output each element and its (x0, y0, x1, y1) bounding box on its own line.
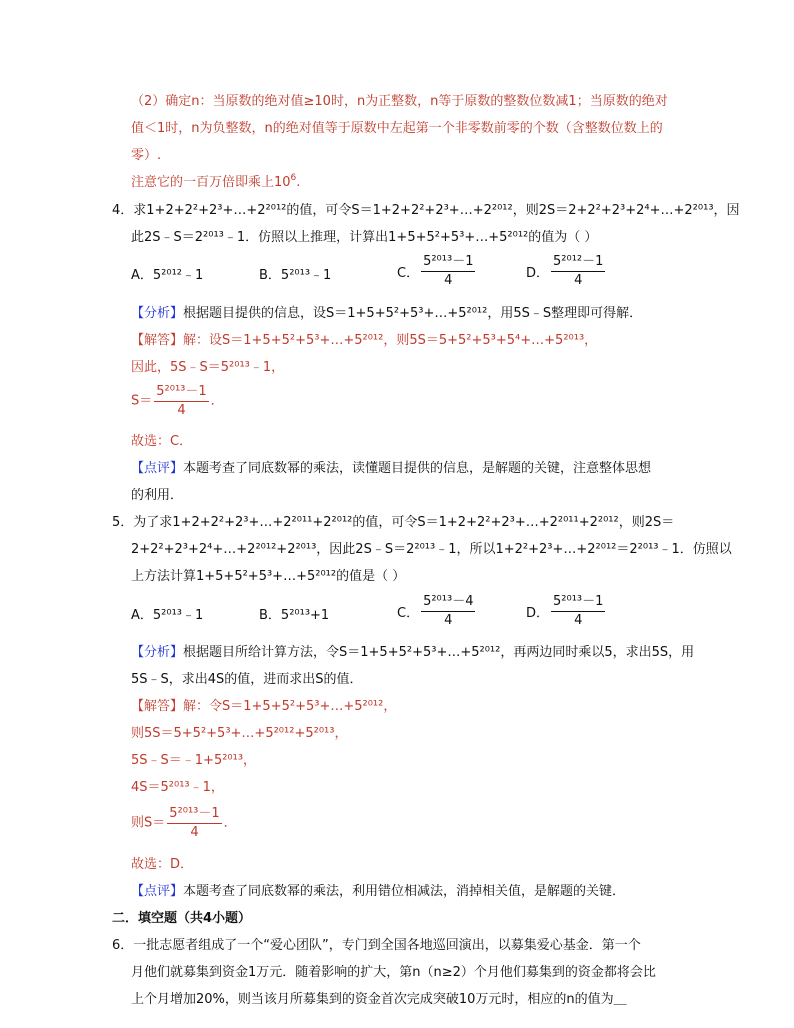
q5-option-d-numerator: 5²⁰¹³－1 (551, 594, 605, 612)
note-line-1: （2）确定n：当原数的绝对值≥10时，n为正整数，n等于原数的整数位数减1；当原数的绝对 (131, 94, 668, 109)
q4-answer-line-3 (131, 384, 224, 419)
q5-answer-line-4: 4S＝5²⁰¹³﹣1， (131, 780, 224, 795)
q4-stem-line-2: 此2S﹣S＝2²⁰¹³﹣1．仿照以上推理，计算出1+5+5²+5³+…+5²⁰¹²的值为（ ） (131, 230, 598, 245)
q4-option-d-denominator: 4 (574, 273, 583, 288)
q5-analysis-1: 根据题目所给计算方法，令S＝1+5+5²+5³+…+5²⁰¹²，再两边同时乘以5，求出5S，用 (183, 645, 695, 660)
q4-answer-tag: 【解答】 (131, 333, 184, 348)
q5-option-d-fraction (551, 594, 605, 629)
q5-answer-line-2: 则5S＝5+5²+5³+…+5²⁰¹²+5²⁰¹³， (131, 726, 348, 741)
note-line-2: 值＜1时，n为负整数，n的绝对值等于原数中左起第一个非零数前零的个数（含整数位数上的 (131, 121, 663, 136)
q5-option-b[interactable]: B．5²⁰¹³+1 (259, 608, 330, 623)
q4-answer-1: 解：设S＝1+5+5²+5³+…+5²⁰¹²，则5S＝5+5²+5³+5⁴+…+5²⁰¹³， (183, 333, 598, 348)
q4-answer-line-1 (131, 331, 597, 351)
q4-option-a[interactable]: A．5²⁰¹²﹣1 (131, 268, 204, 283)
q4-option-c[interactable] (397, 254, 477, 289)
q4-answer-numerator: 5²⁰¹³－1 (154, 384, 208, 402)
q4-comment-1: 本题考查了同底数幂的乘法，读懂题目提供的信息，是解题的关键，注意整体思想 (183, 461, 652, 476)
q5-stem-line-2: 2+2²+2³+2⁴+…+2²⁰¹²+2²⁰¹³，因此2S﹣S＝2²⁰¹³﹣1，所以1+2²+2³+…+2²⁰¹²＝2²⁰¹³﹣1．仿照以 (131, 542, 732, 557)
q5-answer-line-5 (131, 806, 237, 841)
q5-stem-line-1 (112, 513, 674, 533)
note-line-4-text: 注意它的一百万倍即乘上10 (131, 175, 291, 190)
q5-analysis-tag: 【分析】 (131, 645, 184, 660)
q4-option-d[interactable] (526, 254, 607, 289)
q4-option-b[interactable]: B．5²⁰¹³﹣1 (259, 268, 332, 283)
q5-analysis-line-1 (131, 643, 694, 663)
q4-comment-line-1 (131, 459, 651, 479)
note-line-4-end: . (296, 175, 301, 190)
q4-stem-1: 求1+2+2²+2³+…+2²⁰¹²的值，可令S＝1+2+2²+2³+…+2²⁰¹²，则2S＝2+2²+2³+2⁴+…+2²⁰¹³，因 (133, 203, 740, 218)
q5-choice: 故选：D． (131, 857, 194, 872)
q5-option-d[interactable] (526, 594, 607, 629)
q5-option-a[interactable]: A．5²⁰¹³﹣1 (131, 608, 204, 623)
q5-comment-text: 本题考查了同底数幂的乘法，利用错位相减法，消掉相关值，是解题的关键． (183, 884, 626, 899)
q4-option-c-numerator: 5²⁰¹³－1 (421, 254, 475, 272)
q5-answer-5-post: ． (223, 815, 237, 831)
note-exponent: 6 (290, 173, 297, 183)
q5-option-c[interactable] (397, 594, 477, 629)
q4-choice: 故选：C． (131, 434, 193, 449)
q5-option-c-fraction (421, 594, 475, 629)
q5-answer-5-pre: 则S＝ (131, 815, 166, 831)
q5-option-c-label: C． (397, 606, 420, 621)
section-title-fill-blank: 二．填空题（共4小题） (112, 911, 252, 926)
q5-option-d-denominator: 4 (574, 613, 583, 628)
note-line-3: 零）. (131, 148, 162, 163)
q4-stem-line-1 (112, 201, 740, 221)
q4-answer-line-2: 因此，5S﹣S＝5²⁰¹³﹣1， (131, 360, 285, 375)
q4-analysis-tag: 【分析】 (131, 306, 184, 321)
q4-analysis (131, 304, 642, 324)
q4-answer-3-post: ． (210, 393, 224, 409)
q6-stem-1: 一批志愿者组成了一个“爱心团队”，专门到全国各地巡回演出，以募集爱心基金．第一个 (133, 938, 641, 953)
q5-option-c-numerator: 5²⁰¹³－4 (421, 594, 475, 612)
q4-answer-fraction (154, 384, 208, 419)
q5-analysis-line-2: 5S﹣S，求出4S的值，进而求出S的值． (131, 672, 363, 687)
q5-answer-denominator: 4 (190, 825, 199, 840)
q4-option-c-fraction (421, 254, 475, 289)
q6-stem-line-3: 上个月增加20%，则当该月所募集到的资金首次完成突破10万元时，相应的n的值为＿ (131, 992, 627, 1007)
q6-number: 6． (112, 938, 134, 953)
q5-answer-line-3: 5S﹣S＝﹣1+5²⁰¹³， (131, 753, 257, 768)
q4-number: 4． (112, 203, 134, 218)
q6-stem-line-2: 月他们就募集到资金1万元．随着影响的扩大，第n（n≥2）个月他们募集到的资金都将会比 (131, 965, 656, 980)
q5-answer-line-1 (131, 697, 396, 717)
q4-answer-3-pre: S＝ (131, 393, 153, 409)
q5-answer-tag: 【解答】 (131, 699, 184, 714)
q4-option-d-label: D． (526, 266, 550, 281)
q4-option-c-label: C． (397, 266, 420, 281)
q5-answer-fraction (167, 806, 221, 841)
q4-comment-line-2: 的利用． (131, 488, 184, 503)
q5-stem-line-3: 上方法计算1+5+5²+5³+…+5²⁰¹²的值是（ ） (131, 569, 406, 584)
q4-option-d-numerator: 5²⁰¹²－1 (551, 254, 605, 272)
q5-answer-numerator: 5²⁰¹³－1 (167, 806, 221, 824)
q4-option-c-denominator: 4 (444, 273, 453, 288)
q5-number: 5． (112, 515, 134, 530)
q5-option-c-denominator: 4 (444, 613, 453, 628)
note-line-4 (131, 173, 300, 193)
q4-comment-tag: 【点评】 (131, 461, 184, 476)
q5-stem-1: 为了求1+2+2²+2³+…+2²⁰¹¹+2²⁰¹²的值，可令S＝1+2+2²+2³+…+2²⁰¹¹+2²⁰¹²，则2S＝ (133, 515, 675, 530)
q5-comment-tag: 【点评】 (131, 884, 184, 899)
q4-option-d-fraction (551, 254, 605, 289)
q5-answer-1: 解：令S＝1+5+5²+5³+…+5²⁰¹²， (183, 699, 397, 714)
q4-analysis-text: 根据题目提供的信息，设S＝1+5+5²+5³+…+5²⁰¹²，用5S﹣S整理即可得解． (183, 306, 643, 321)
q4-answer-denominator: 4 (177, 403, 186, 418)
q6-stem-line-1 (112, 936, 641, 956)
q5-option-d-label: D． (526, 606, 550, 621)
q5-comment (131, 882, 625, 902)
